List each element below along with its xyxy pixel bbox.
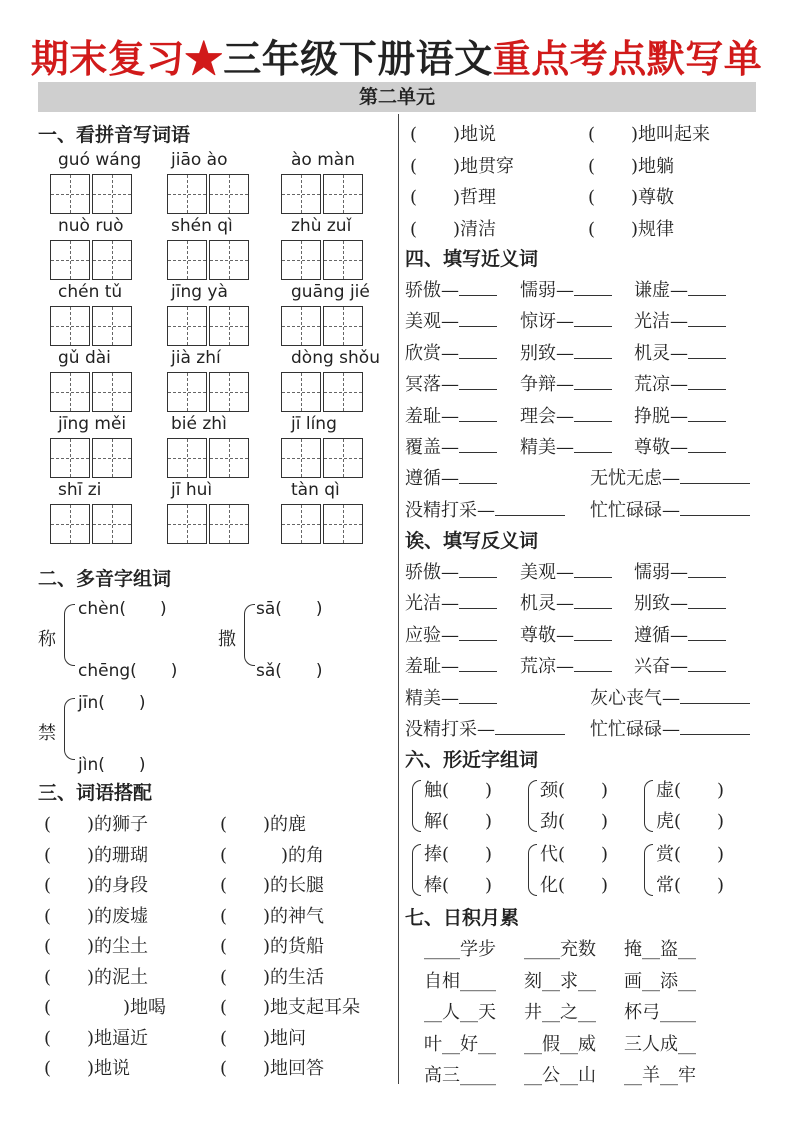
column-divider (398, 114, 399, 1084)
answer-blank[interactable] (459, 655, 497, 672)
writing-box-pair[interactable] (50, 306, 132, 346)
tian-grid-cell[interactable] (323, 174, 363, 214)
tian-grid-cell[interactable] (281, 504, 321, 544)
tian-grid-cell[interactable] (323, 372, 363, 412)
writing-box-pair[interactable] (50, 438, 132, 478)
writing-box-pair[interactable] (281, 240, 363, 280)
answer-blank[interactable] (495, 499, 565, 516)
pinyin-label: jīng měi (58, 414, 127, 434)
answer-blank[interactable] (459, 436, 497, 453)
collocation-item[interactable]: ( )地躺 (588, 155, 675, 177)
tian-grid-cell[interactable] (209, 174, 249, 214)
word-prompt: 忙忙碌碌— (590, 499, 680, 521)
word-prompt: 美观— (520, 562, 574, 583)
collocation-item[interactable]: ( )的身段 (44, 875, 149, 896)
writing-box-pair[interactable] (167, 306, 249, 346)
tian-grid-cell[interactable] (50, 240, 90, 280)
word-pair-item[interactable] (634, 276, 726, 302)
collocation-item[interactable]: ( )地叫起来 (588, 124, 711, 145)
word-pair-item[interactable] (405, 370, 497, 396)
tian-grid-cell[interactable] (209, 372, 249, 412)
brace-icon (244, 604, 255, 666)
collocation-item[interactable]: ( )的狮子 (44, 814, 149, 835)
tian-grid-cell[interactable] (323, 504, 363, 544)
collocation-item[interactable]: ( )地逼近 (44, 1027, 149, 1049)
idiom-item[interactable]: 画__添__ (624, 970, 696, 992)
word-prompt: 遵循— (634, 624, 688, 646)
word-pair-item[interactable] (520, 621, 612, 647)
pinyin-label: guó wáng (58, 150, 142, 170)
similar-char-item[interactable]: 虎( ) (656, 811, 725, 832)
similar-char-item[interactable]: 触( ) (424, 780, 493, 801)
word-pair-item[interactable] (634, 307, 726, 333)
answer-blank[interactable] (680, 467, 750, 484)
word-pair-item[interactable] (634, 558, 726, 584)
section-polyphone-heading: 二、多音字组词 (38, 568, 172, 590)
brace-icon (528, 780, 537, 832)
idiom-item[interactable]: ____学步 (424, 939, 496, 960)
word-pair-item[interactable] (405, 652, 497, 678)
answer-blank[interactable] (574, 373, 612, 390)
word-pair-item[interactable] (590, 464, 750, 490)
word-prompt: 精美— (405, 687, 459, 709)
answer-blank[interactable] (574, 655, 612, 672)
word-prompt: 荒凉— (520, 656, 574, 678)
idiom-item[interactable]: 自相____ (424, 970, 496, 992)
answer-blank[interactable] (459, 279, 497, 296)
answer-blank[interactable] (680, 499, 750, 516)
idiom-item[interactable]: 三人成__ (624, 1033, 696, 1055)
word-prompt: 别致— (520, 342, 574, 364)
pinyin-label: jiāo ào (171, 150, 228, 170)
word-prompt: 谦虚— (634, 280, 688, 301)
similar-char-item[interactable]: 解( ) (424, 811, 493, 832)
word-pair-item[interactable] (520, 276, 612, 302)
brace-icon (412, 780, 421, 832)
answer-blank[interactable] (688, 561, 726, 578)
polyphone-char-jin: 禁 (38, 723, 56, 744)
collocation-item[interactable]: ( )的神气 (220, 905, 325, 927)
word-prompt: 遵循— (405, 468, 459, 490)
section-similar-chars-heading: 六、形近字组词 (405, 749, 539, 771)
similar-char-item[interactable]: 代( ) (540, 844, 609, 865)
tian-grid-cell[interactable] (92, 438, 132, 478)
word-prompt: 惊讶— (520, 311, 574, 333)
title-part-review: 期末复习 (30, 36, 185, 81)
polyphone-cheng-reading-2[interactable]: chēng( ) (78, 661, 178, 681)
tian-grid-cell[interactable] (167, 174, 207, 214)
answer-blank[interactable] (574, 436, 612, 453)
brace-icon (64, 698, 75, 760)
collocation-item[interactable]: ( )地贯穿 (410, 155, 515, 177)
word-pair-item[interactable] (405, 621, 497, 647)
answer-blank[interactable] (459, 310, 497, 327)
word-pair-item[interactable] (520, 558, 612, 584)
word-prompt: 挣脱— (634, 405, 688, 427)
answer-blank[interactable] (459, 624, 497, 641)
word-prompt: 羞耻— (405, 405, 459, 427)
collocation-item[interactable]: ( )的货船 (220, 936, 325, 957)
word-prompt: 羞耻— (405, 656, 459, 678)
tian-grid-cell[interactable] (167, 438, 207, 478)
writing-box-pair[interactable] (167, 438, 249, 478)
tian-grid-cell[interactable] (281, 438, 321, 478)
writing-box-pair[interactable] (167, 372, 249, 412)
word-pair-item[interactable] (520, 307, 612, 333)
section-collocation-heading: 三、词语搭配 (38, 782, 153, 804)
answer-blank[interactable] (688, 592, 726, 609)
word-prompt: 别致— (634, 593, 688, 615)
answer-blank[interactable] (459, 467, 497, 484)
word-pair-item[interactable] (405, 307, 497, 333)
collocation-item[interactable]: ( )地回答 (220, 1058, 325, 1079)
word-pair-item[interactable] (634, 402, 726, 428)
word-prompt: 光洁— (634, 311, 688, 333)
word-pair-item[interactable] (520, 339, 612, 365)
word-prompt: 骄傲— (405, 280, 459, 301)
pinyin-label: jià zhí (171, 348, 221, 368)
word-pair-item[interactable] (405, 684, 497, 710)
answer-blank[interactable] (688, 624, 726, 641)
word-pair-item[interactable] (590, 715, 750, 741)
similar-char-item[interactable]: 劲( ) (540, 811, 609, 832)
tian-grid-cell[interactable] (209, 240, 249, 280)
word-prompt: 灰心丧气— (590, 687, 680, 709)
word-prompt: 骄傲— (405, 562, 459, 583)
word-prompt: 应验— (405, 624, 459, 646)
tian-grid-cell[interactable] (209, 438, 249, 478)
polyphone-char-sa: 撒 (218, 629, 236, 650)
word-prompt: 机灵— (634, 342, 688, 364)
collocation-item[interactable]: ( )地支起耳朵 (220, 997, 361, 1018)
tian-grid-cell[interactable] (92, 174, 132, 214)
collocation-item[interactable]: ( )的泥土 (44, 966, 149, 988)
answer-blank[interactable] (688, 342, 726, 359)
word-prompt: 尊敬— (520, 624, 574, 646)
collocation-item[interactable]: ( )的鹿 (220, 814, 307, 835)
tian-grid-cell[interactable] (323, 306, 363, 346)
word-pair-item[interactable] (590, 684, 750, 710)
section-idiom-heading: 七、日积月累 (405, 907, 520, 929)
pinyin-label: gǔ dài (58, 348, 111, 368)
word-prompt: 尊敬— (634, 437, 688, 458)
collocation-item[interactable]: ( )尊敬 (588, 187, 675, 208)
title-part-dictation: 重点考点默写单 (492, 36, 763, 81)
pinyin-label: nuò ruò (58, 216, 124, 236)
polyphone-char-cheng: 称 (38, 629, 56, 650)
collocation-item[interactable]: ( )的珊瑚 (44, 844, 149, 866)
word-pair-item[interactable] (634, 652, 726, 678)
answer-blank[interactable] (680, 718, 750, 735)
writing-box-pair[interactable] (50, 174, 132, 214)
answer-blank[interactable] (574, 592, 612, 609)
tian-grid-cell[interactable] (50, 438, 90, 478)
similar-char-item[interactable]: 棒( ) (424, 875, 493, 896)
tian-grid-cell[interactable] (92, 240, 132, 280)
tian-grid-cell[interactable] (323, 240, 363, 280)
word-pair-item[interactable] (405, 589, 497, 615)
word-pair-item[interactable] (634, 589, 726, 615)
tian-grid-cell[interactable] (50, 306, 90, 346)
answer-blank[interactable] (574, 561, 612, 578)
writing-box-pair[interactable] (50, 372, 132, 412)
polyphone-jin-reading-2[interactable]: jìn( ) (78, 755, 146, 775)
answer-blank[interactable] (459, 342, 497, 359)
word-pair-item[interactable] (520, 402, 612, 428)
tian-grid-cell[interactable] (281, 372, 321, 412)
answer-blank[interactable] (459, 687, 497, 704)
word-pair-item[interactable] (405, 433, 497, 459)
pinyin-label: jīng yà (171, 282, 228, 302)
brace-icon (412, 844, 421, 896)
tian-grid-cell[interactable] (92, 504, 132, 544)
word-pair-item[interactable] (634, 339, 726, 365)
similar-char-item[interactable]: 捧( ) (424, 844, 493, 865)
idiom-item[interactable]: __人__天 (424, 1002, 496, 1023)
word-prompt: 冥落— (405, 374, 459, 396)
pinyin-label: shī zi (58, 480, 102, 500)
writing-box-pair[interactable] (281, 372, 363, 412)
answer-blank[interactable] (680, 687, 750, 704)
similar-char-item[interactable]: 赏( ) (656, 844, 725, 865)
word-prompt: 机灵— (520, 593, 574, 615)
writing-box-pair[interactable] (50, 240, 132, 280)
similar-char-item[interactable]: 虚( ) (656, 780, 725, 801)
answer-blank[interactable] (688, 436, 726, 453)
word-prompt: 欣赏— (405, 342, 459, 364)
answer-blank[interactable] (574, 624, 612, 641)
brace-icon (528, 844, 537, 896)
answer-blank[interactable] (688, 655, 726, 672)
similar-char-item[interactable]: 颈( ) (540, 780, 609, 801)
word-pair-item[interactable] (634, 433, 726, 459)
idiom-item[interactable]: 刻__求__ (524, 970, 596, 992)
answer-blank[interactable] (574, 342, 612, 359)
answer-blank[interactable] (459, 592, 497, 609)
word-pair-item[interactable] (520, 652, 612, 678)
word-prompt: 荒凉— (634, 374, 688, 396)
word-prompt: 懦弱— (520, 280, 574, 301)
writing-box-pair[interactable] (167, 240, 249, 280)
star-icon: ★ (184, 36, 224, 81)
idiom-item[interactable]: 杯弓____ (624, 1002, 696, 1023)
writing-box-pair[interactable] (281, 306, 363, 346)
word-pair-item[interactable] (405, 339, 497, 365)
answer-blank[interactable] (688, 310, 726, 327)
tian-grid-cell[interactable] (167, 504, 207, 544)
tian-grid-cell[interactable] (209, 306, 249, 346)
collocation-item[interactable]: ( )的长腿 (220, 875, 325, 896)
word-pair-item[interactable] (520, 370, 612, 396)
section-pinyin-heading: 一、看拼音写词语 (38, 124, 191, 146)
word-prompt: 没精打采— (405, 719, 495, 740)
writing-box-pair[interactable] (167, 174, 249, 214)
idiom-item[interactable]: __羊__牢 (624, 1065, 696, 1086)
collocation-item[interactable]: ( )地说 (44, 1058, 131, 1079)
writing-box-pair[interactable] (167, 504, 249, 544)
idiom-item[interactable]: __假__威 (524, 1033, 596, 1055)
tian-grid-cell[interactable] (167, 372, 207, 412)
word-prompt: 覆盖— (405, 437, 459, 458)
collocation-item[interactable]: ( )哲理 (410, 187, 497, 208)
section-antonym-heading: 诶、填写反义词 (405, 530, 539, 552)
similar-char-item[interactable]: 化( ) (540, 875, 609, 896)
tian-grid-cell[interactable] (209, 504, 249, 544)
tian-grid-cell[interactable] (50, 504, 90, 544)
tian-grid-cell[interactable] (167, 240, 207, 280)
word-pair-item[interactable] (520, 433, 612, 459)
section-synonym-heading: 四、填写近义词 (405, 248, 539, 270)
tian-grid-cell[interactable] (281, 306, 321, 346)
tian-grid-cell[interactable] (50, 372, 90, 412)
idiom-item[interactable]: 高三____ (424, 1065, 496, 1086)
answer-blank[interactable] (459, 405, 497, 422)
title-part-grade: 三年级下册语文 (223, 36, 493, 81)
pinyin-label: jī huì (171, 480, 213, 500)
collocation-item[interactable]: ( )地说 (410, 124, 497, 145)
writing-box-pair[interactable] (281, 174, 363, 214)
polyphone-cheng-reading-1[interactable]: chèn( ) (78, 599, 167, 619)
word-pair-item[interactable] (405, 276, 497, 302)
tian-grid-cell[interactable] (281, 240, 321, 280)
collocation-item[interactable]: ( )的角 (220, 844, 325, 866)
word-prompt: 无忧无虑— (590, 468, 680, 490)
answer-blank[interactable] (574, 279, 612, 296)
unit-header: 第二单元 (38, 82, 756, 112)
collocation-item[interactable]: ( )的废墟 (44, 905, 149, 927)
idiom-item[interactable]: 叶__好__ (424, 1033, 496, 1055)
collocation-item[interactable]: ( )的生活 (220, 966, 325, 988)
writing-box-pair[interactable] (281, 504, 363, 544)
idiom-item[interactable]: 掩__盗__ (624, 939, 696, 960)
brace-icon (644, 844, 653, 896)
polyphone-sa-reading-2[interactable]: sǎ( ) (256, 661, 323, 681)
word-pair-item[interactable] (405, 496, 565, 522)
tian-grid-cell[interactable] (323, 438, 363, 478)
pinyin-label: zhù zuǐ (291, 216, 352, 236)
tian-grid-cell[interactable] (92, 306, 132, 346)
word-pair-item[interactable] (405, 715, 565, 741)
writing-box-pair[interactable] (281, 438, 363, 478)
collocation-item[interactable]: ( )的尘土 (44, 936, 149, 957)
pinyin-label: shén qì (171, 216, 233, 236)
idiom-item[interactable]: __公__山 (524, 1065, 596, 1086)
similar-char-item[interactable]: 常( ) (656, 875, 725, 896)
tian-grid-cell[interactable] (167, 306, 207, 346)
word-prompt: 没精打采— (405, 499, 495, 521)
word-prompt: 精美— (520, 437, 574, 458)
pinyin-label: ào màn (291, 150, 355, 170)
word-prompt: 兴奋— (634, 656, 688, 678)
collocation-item[interactable]: ( )清洁 (410, 218, 497, 240)
pinyin-label: dòng shǒu (291, 348, 380, 368)
pinyin-label: chén tǔ (58, 282, 123, 302)
word-prompt: 理会— (520, 405, 574, 427)
answer-blank[interactable] (688, 279, 726, 296)
word-pair-item[interactable] (405, 402, 497, 428)
word-prompt: 光洁— (405, 593, 459, 615)
tian-grid-cell[interactable] (50, 174, 90, 214)
word-prompt: 忙忙碌碌— (590, 719, 680, 740)
word-pair-item[interactable] (634, 370, 726, 396)
word-prompt: 争辩— (520, 374, 574, 396)
pinyin-label: jī líng (291, 414, 337, 434)
tian-grid-cell[interactable] (281, 174, 321, 214)
brace-icon (64, 604, 75, 666)
answer-blank[interactable] (459, 373, 497, 390)
polyphone-sa-reading-1[interactable]: sā( ) (256, 599, 323, 619)
word-pair-item[interactable] (405, 558, 497, 584)
answer-blank[interactable] (688, 373, 726, 390)
page-title (0, 28, 793, 83)
word-pair-item[interactable] (405, 464, 497, 490)
word-pair-item[interactable] (634, 621, 726, 647)
idiom-item[interactable]: ____充数 (524, 939, 596, 960)
word-prompt: 懦弱— (634, 562, 688, 583)
collocation-item[interactable]: ( )规律 (588, 218, 675, 240)
brace-icon (644, 780, 653, 832)
pinyin-label: guāng jié (291, 282, 370, 302)
collocation-item[interactable]: ( )地问 (220, 1027, 307, 1049)
word-pair-item[interactable] (590, 496, 750, 522)
word-prompt: 美观— (405, 311, 459, 333)
writing-box-pair[interactable] (50, 504, 132, 544)
pinyin-label: bié zhì (171, 414, 227, 434)
answer-blank[interactable] (495, 718, 565, 735)
polyphone-jin-reading-1[interactable]: jīn( ) (78, 693, 146, 713)
answer-blank[interactable] (574, 310, 612, 327)
answer-blank[interactable] (574, 405, 612, 422)
pinyin-label: tàn qì (291, 480, 340, 500)
answer-blank[interactable] (459, 561, 497, 578)
collocation-item[interactable]: ( )地喝 (44, 997, 167, 1018)
answer-blank[interactable] (688, 405, 726, 422)
idiom-item[interactable]: 井__之__ (524, 1002, 596, 1023)
tian-grid-cell[interactable] (92, 372, 132, 412)
word-pair-item[interactable] (520, 589, 612, 615)
